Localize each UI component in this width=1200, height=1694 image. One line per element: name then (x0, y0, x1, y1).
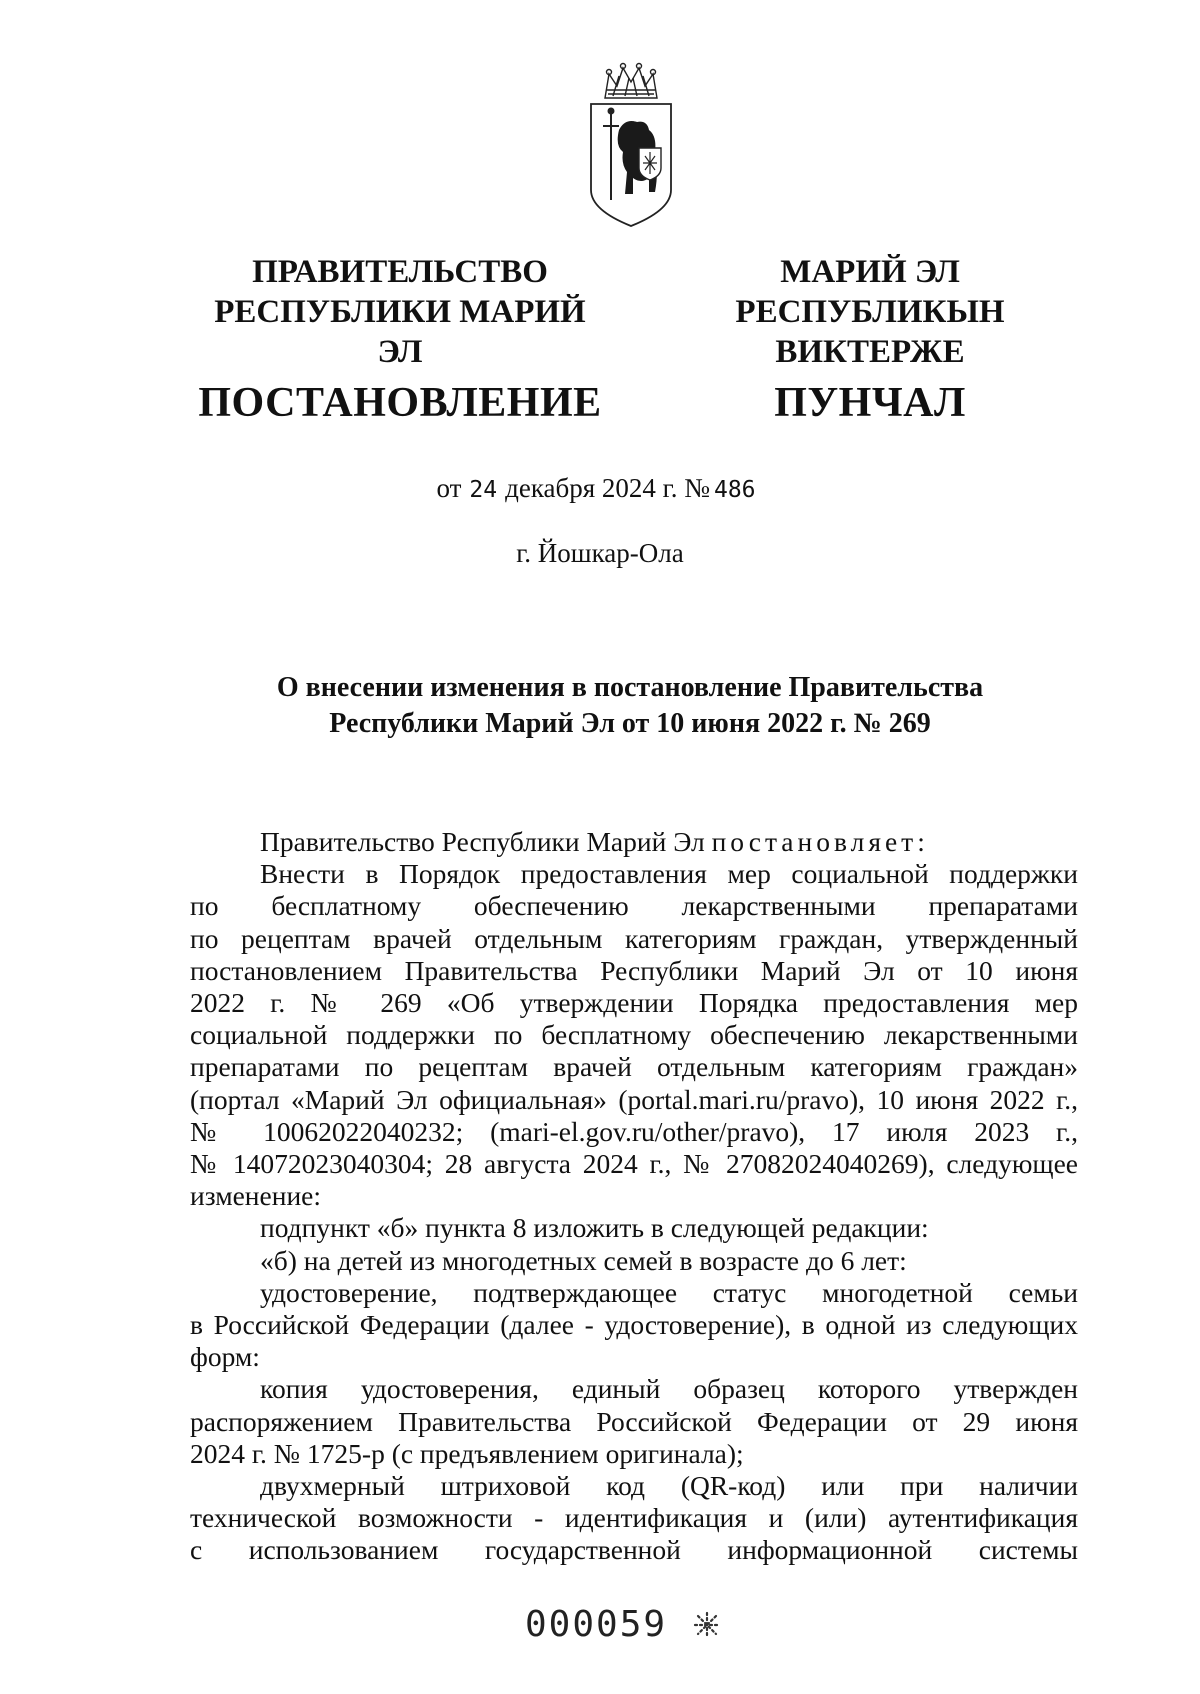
header-left-line2: РЕСПУБЛИКИ МАРИЙ ЭЛ (214, 294, 586, 370)
copy-line: 2024 г. № 1725-р (с предъявлением оригинала); (190, 1437, 744, 1469)
resolves-verb: постановляет: (711, 826, 929, 857)
document-number: 486 (713, 477, 756, 503)
date-prefix: от (436, 473, 462, 503)
amend-line: Внести в Порядок предоставления мер социальной поддержки (260, 858, 1078, 890)
header-left (190, 252, 610, 428)
amend-line: изменение: (190, 1180, 322, 1212)
qr-line: двухмерный штриховой код (QR-код) или при наличии (260, 1470, 1078, 1502)
paragraph-resolves (190, 826, 1078, 858)
paragraph-qr (190, 1470, 1078, 1567)
paragraph-amend (190, 858, 1078, 1212)
header-right-line2: ВИКТЕРЖЕ (775, 334, 965, 370)
asterisk-mark-icon (693, 1611, 721, 1639)
amend-line: постановлением Правительства Республики Марий Эл от 10 июня (190, 954, 1078, 986)
header-right-doc-type: ПУНЧАЛ (774, 380, 966, 426)
amend-line: препаратами по рецептам врачей отдельным категориям граждан» (190, 1051, 1078, 1083)
certificate-line: форм: (190, 1341, 260, 1373)
header-left-line1: ПРАВИТЕЛЬСТВО (252, 254, 548, 290)
header-left-doc-type: ПОСТАНОВЛЕНИЕ (198, 380, 602, 426)
amend-line: по рецептам врачей отдельным категориям граждан, утвержденный (190, 922, 1078, 954)
number-prefix: № (684, 473, 710, 503)
paragraph-certificate (190, 1277, 1078, 1374)
footer-serial: 000059 (525, 1604, 668, 1645)
certificate-line: в Российской Федерации (далее - удостоверение), в одной из следующих (190, 1309, 1078, 1341)
date-month-year: декабря 2024 г. (505, 473, 678, 503)
title-line2: Республики Марий Эл от 10 июня 2022 г. № 269 (329, 708, 931, 739)
amend-line: социальной поддержки по бесплатному обеспечению лекарственными (190, 1019, 1078, 1051)
amend-line: № 14072023040304; 28 августа 2024 г., № 27082024040269), следующее (190, 1148, 1078, 1180)
qr-line: технической возможности - идентификация и (или) аутентификация (190, 1502, 1078, 1534)
paragraph-subclause: подпункт «б» пункта 8 изложить в следующей редакции: (260, 1212, 929, 1244)
date-line (0, 470, 1200, 508)
paragraph-copy (190, 1373, 1078, 1470)
document-title (190, 670, 1070, 742)
title-line1: О внесении изменения в постановление Правительства (276, 672, 984, 703)
copy-line: копия удостоверения, единый образец которого утвержден (260, 1373, 1078, 1405)
header-right-line1: МАРИЙ ЭЛ РЕСПУБЛИКЫН (735, 254, 1005, 330)
coat-of-arms-icon (585, 60, 677, 230)
certificate-line: удостоверение, подтверждающее статус многодетной семьи (260, 1276, 1078, 1308)
amend-line: № 10062022040232; (mari-el.gov.ru/other/pravo), 17 июля 2023 г., (190, 1115, 1078, 1147)
resolves-subject: Правительство Республики Марий Эл (260, 826, 705, 857)
paragraph-clause-b: «б) на детей из многодетных семей в возрасте до 6 лет: (260, 1244, 907, 1276)
date-day: 24 (469, 477, 498, 503)
document-body (190, 826, 1078, 1567)
amend-line: по бесплатному обеспечению лекарственными препаратами (190, 890, 1078, 922)
amend-line: (портал «Марий Эл официальная» (portal.mari.ru/pravo), 10 июня 2022 г., (190, 1083, 1078, 1115)
city: г. Йошкар-Ола (516, 538, 684, 568)
amend-line: 2022 г. № 269 «Об утверждении Порядка предоставления мер (190, 987, 1078, 1019)
header-right (650, 252, 1090, 428)
qr-line: с использованием государственной информационной системы (190, 1534, 1078, 1566)
copy-line: распоряжением Правительства Российской Федерации от 29 июня (190, 1405, 1078, 1437)
